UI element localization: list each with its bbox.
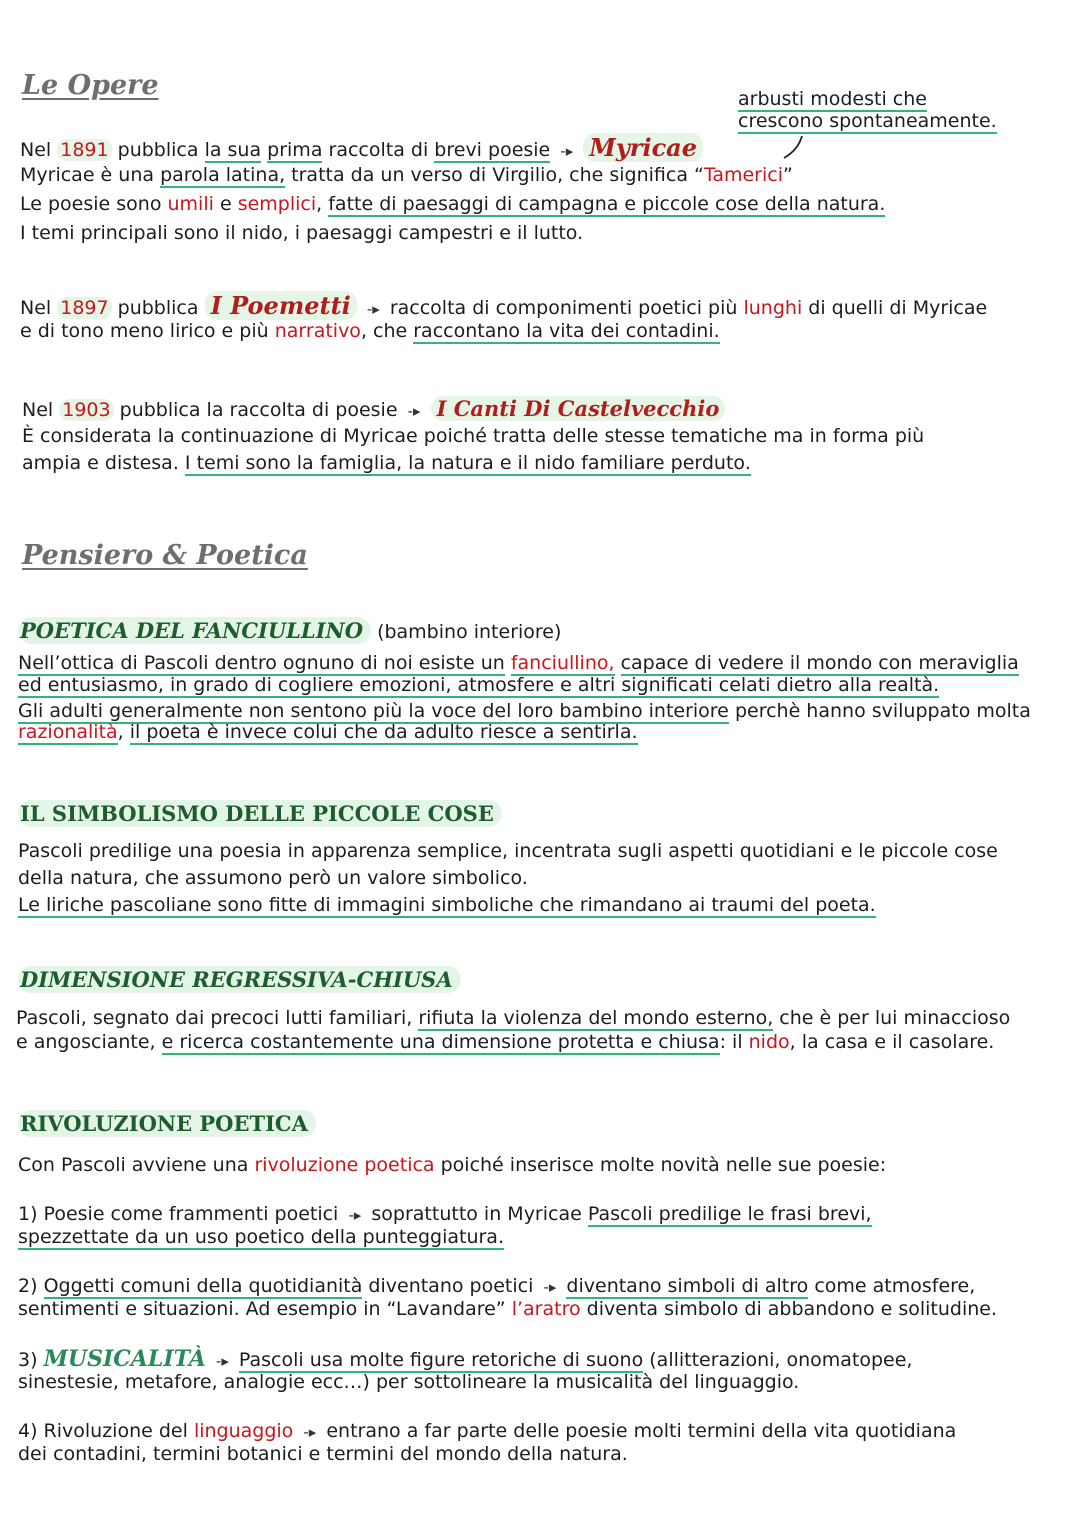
poemetti-line-1: Nel 1897 pubblica I Poemetti -▸ raccolta di componimenti poetici più lunghi di quelli di Myricae	[20, 291, 988, 320]
arrow-icon: -▸	[303, 1423, 317, 1441]
myricae-line-2: Myricae è una parola latina, tratta da un verso di Virgilio, che significa “Tamerici”	[20, 164, 793, 186]
rivoluzione-intro: Con Pascoli avviene una rivoluzione poetica poiché inserisce molte novità nelle sue poesie:	[18, 1154, 887, 1176]
simbolismo-heading	[18, 801, 502, 826]
fanciullino-line-1: Nell’ottica di Pascoli dentro ognuno di noi esiste un fanciullino, capace di vedere il mondo con meraviglia	[18, 652, 1019, 674]
fanciullino-line-2: ed entusiasmo, in grado di cogliere emozioni, atmosfere e altri significati celati dietro alla realtà.	[18, 674, 940, 696]
subtitle-fanciullino: POETICA DEL FANCIULLINO	[18, 617, 371, 644]
note-line-1: arbusti modesti che	[738, 88, 927, 110]
fanciullino-heading: POETICA DEL FANCIULLINO (bambino interiore)	[20, 618, 562, 643]
canti-line-1: Nel 1903 pubblica la raccolta di poesie -▸ I Canti Di Castelvecchio	[22, 396, 725, 421]
simbolismo-line-2: della natura, che assumono però un valore simbolico.	[18, 867, 528, 889]
poemetti-line-2: e di tono meno lirico e più narrativo, che raccontano la vita dei contadini.	[20, 320, 720, 342]
subtitle-simbolismo: IL SIMBOLISMO DELLE PICCOLE COSE	[18, 800, 502, 827]
note-line-2: crescono spontaneamente.	[738, 110, 997, 132]
canti-line-3: ampia e distesa. I temi sono la famiglia, la natura e il nido familiare perduto.	[22, 452, 751, 474]
point-1-line-1: 1) Poesie come frammenti poetici -▸ soprattutto in Myricae Pascoli predilige le frasi brevi,	[18, 1203, 872, 1225]
rivoluzione-heading	[18, 1111, 316, 1136]
margin-note	[738, 88, 997, 132]
arrow-icon: -▸	[407, 402, 421, 420]
arrow-icon: -▸	[215, 1352, 229, 1370]
point-3-line-2: sinestesie, metafore, analogie ecc…) per sottolineare la musicalità del linguaggio.	[18, 1371, 800, 1393]
point-2-line-2: sentimenti e situazioni. Ad esempio in “Lavandare” l’aratro diventa simbolo di abbandono e solitudine.	[18, 1298, 998, 1320]
year-1903: 1903	[59, 399, 113, 421]
regressiva-line-1: Pascoli, segnato dai precoci lutti familiari, rifiuta la violenza del mondo esterno, che è per lui minaccioso	[16, 1007, 1011, 1029]
point-4-line-2: dei contadini, termini botanici e termini del mondo della natura.	[18, 1443, 628, 1465]
work-canti: I Canti Di Castelvecchio	[431, 396, 726, 421]
musicalita-label: MUSICALITÀ	[43, 1346, 206, 1372]
note-pointer-icon	[780, 134, 810, 162]
fanciullino-line-3: Gli adulti generalmente non sentono più la voce del loro bambino interiore perchè hanno sviluppato molta	[18, 700, 1031, 722]
year-1891: 1891	[57, 139, 111, 161]
simbolismo-line-1: Pascoli predilige una poesia in apparenza semplice, incentrata sugli aspetti quotidiani e le piccole cose	[18, 840, 998, 862]
arrow-icon: -▸	[543, 1278, 557, 1296]
canti-line-2: È considerata la continuazione di Myricae poiché tratta delle stesse tematiche ma in forma più	[22, 425, 925, 447]
arrow-icon: -▸	[348, 1206, 362, 1224]
arrow-icon: -▸	[560, 142, 574, 160]
myricae-line-3: Le poesie sono umili e semplici, fatte di paesaggi di campagna e piccole cose della natura.	[20, 193, 886, 215]
myricae-line-1: Nel 1891 pubblica la sua prima raccolta di brevi poesie -▸ Myricae	[20, 133, 703, 162]
regressiva-heading	[18, 967, 461, 992]
work-poemetti: I Poemetti	[205, 291, 357, 320]
section-title-pensiero: Pensiero & Poetica	[22, 540, 308, 571]
subtitle-regressiva: DIMENSIONE REGRESSIVA-CHIUSA	[18, 966, 461, 993]
simbolismo-line-3: Le liriche pascoliane sono fitte di immagini simboliche che rimandano ai traumi del poeta.	[18, 894, 876, 916]
point-3-line-1: 3) MUSICALITÀ -▸ Pascoli usa molte figure retoriche di suono (allitterazioni, onomatopee,	[18, 1346, 913, 1372]
arrow-icon: -▸	[366, 300, 380, 318]
fanciullino-line-4: razionalità, il poeta è invece colui che da adulto riesce a sentirla.	[18, 721, 638, 743]
point-4-line-1: 4) Rivoluzione del linguaggio -▸ entrano a far parte delle poesie molti termini della vita quotidiana	[18, 1420, 957, 1442]
year-1897: 1897	[57, 297, 111, 319]
work-myricae: Myricae	[583, 133, 703, 162]
section-title-opere: Le Opere	[22, 70, 159, 101]
myricae-line-4: I temi principali sono il nido, i paesaggi campestri e il lutto.	[20, 222, 584, 244]
regressiva-line-2: e angosciante, e ricerca costantemente una dimensione protetta e chiusa: il nido, la casa e il casolare.	[16, 1031, 995, 1053]
point-1-line-2: spezzettate da un uso poetico della punteggiatura.	[18, 1226, 504, 1248]
subtitle-rivoluzione: RIVOLUZIONE POETICA	[18, 1110, 316, 1137]
point-2-line-1: 2) Oggetti comuni della quotidianità diventano poetici -▸ diventano simboli di altro come atmosfere,	[18, 1275, 976, 1297]
